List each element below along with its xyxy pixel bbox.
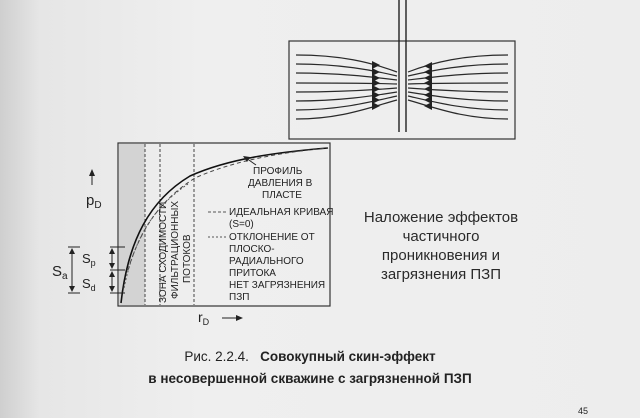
annotation-7: РАДИАЛЬНОГО (229, 256, 304, 267)
overlay-line-2: проникновения и (381, 247, 501, 264)
zone-label-line3: ПОТОКОВ (182, 234, 193, 283)
annotation-3: ИДЕАЛЬНАЯ КРИВАЯ (229, 207, 334, 218)
annotation-8: ПРИТОКА (229, 268, 276, 279)
annotation-4: (S=0) (229, 219, 254, 230)
skin-sa-label: $S_a$ (52, 263, 68, 282)
left-streamlines (296, 55, 397, 119)
zone-label-line2: ФИЛЬТРАЦИОННЫХ (170, 200, 181, 299)
annotation-0: ПРОФИЛЬ (253, 166, 303, 177)
figure-caption-line1 (90, 349, 530, 364)
right-arrowheads (424, 62, 432, 110)
well-schematic (289, 0, 515, 139)
overlay-explanation (346, 208, 536, 284)
skin-brackets (68, 247, 125, 293)
caption-title-line1: Совокупный скин-эффект (260, 349, 436, 364)
y-axis-arrowhead (89, 169, 95, 176)
skin-sp-label: $S_p$ (82, 251, 96, 268)
left-arrowheads (372, 61, 380, 110)
annotation-9: НЕТ ЗАГРЯЗНЕНИЯ (229, 280, 326, 291)
x-axis-arrowhead (236, 315, 243, 321)
pressure-plot (52, 143, 333, 327)
annotation-5: ОТКЛОНЕНИЕ ОТ (229, 232, 315, 243)
page-number: 45 (578, 406, 589, 416)
annotation-10: ПЗП (229, 292, 250, 303)
annotation-2: ПЛАСТЕ (262, 190, 302, 201)
zone-label (158, 201, 193, 303)
overlay-line-0: Наложение эффектов (363, 209, 519, 226)
right-streamlines (408, 55, 508, 119)
annotation-1: ДАВЛЕНИЯ В (248, 178, 313, 189)
caption-title-line2: в несовершенной скважине с загрязненной ПЗП (148, 371, 472, 386)
annotation-6: ПЛОСКО- (229, 244, 275, 255)
overlay-line-3: загрязнения ПЗП (380, 266, 502, 283)
figure-caption-line2 (90, 371, 530, 386)
zone-label-line1: ЗОНА СХОДИМОСТИ (158, 201, 169, 303)
y-axis-label: $p_D$ (86, 192, 102, 211)
caption-number: Рис. 2.2.4. (184, 349, 249, 364)
skin-sd-label: $S_d$ (82, 276, 96, 293)
x-axis-label: $r_D$ (198, 309, 210, 327)
damaged-zone-shading (119, 144, 145, 305)
overlay-line-1: частичного (402, 228, 480, 245)
